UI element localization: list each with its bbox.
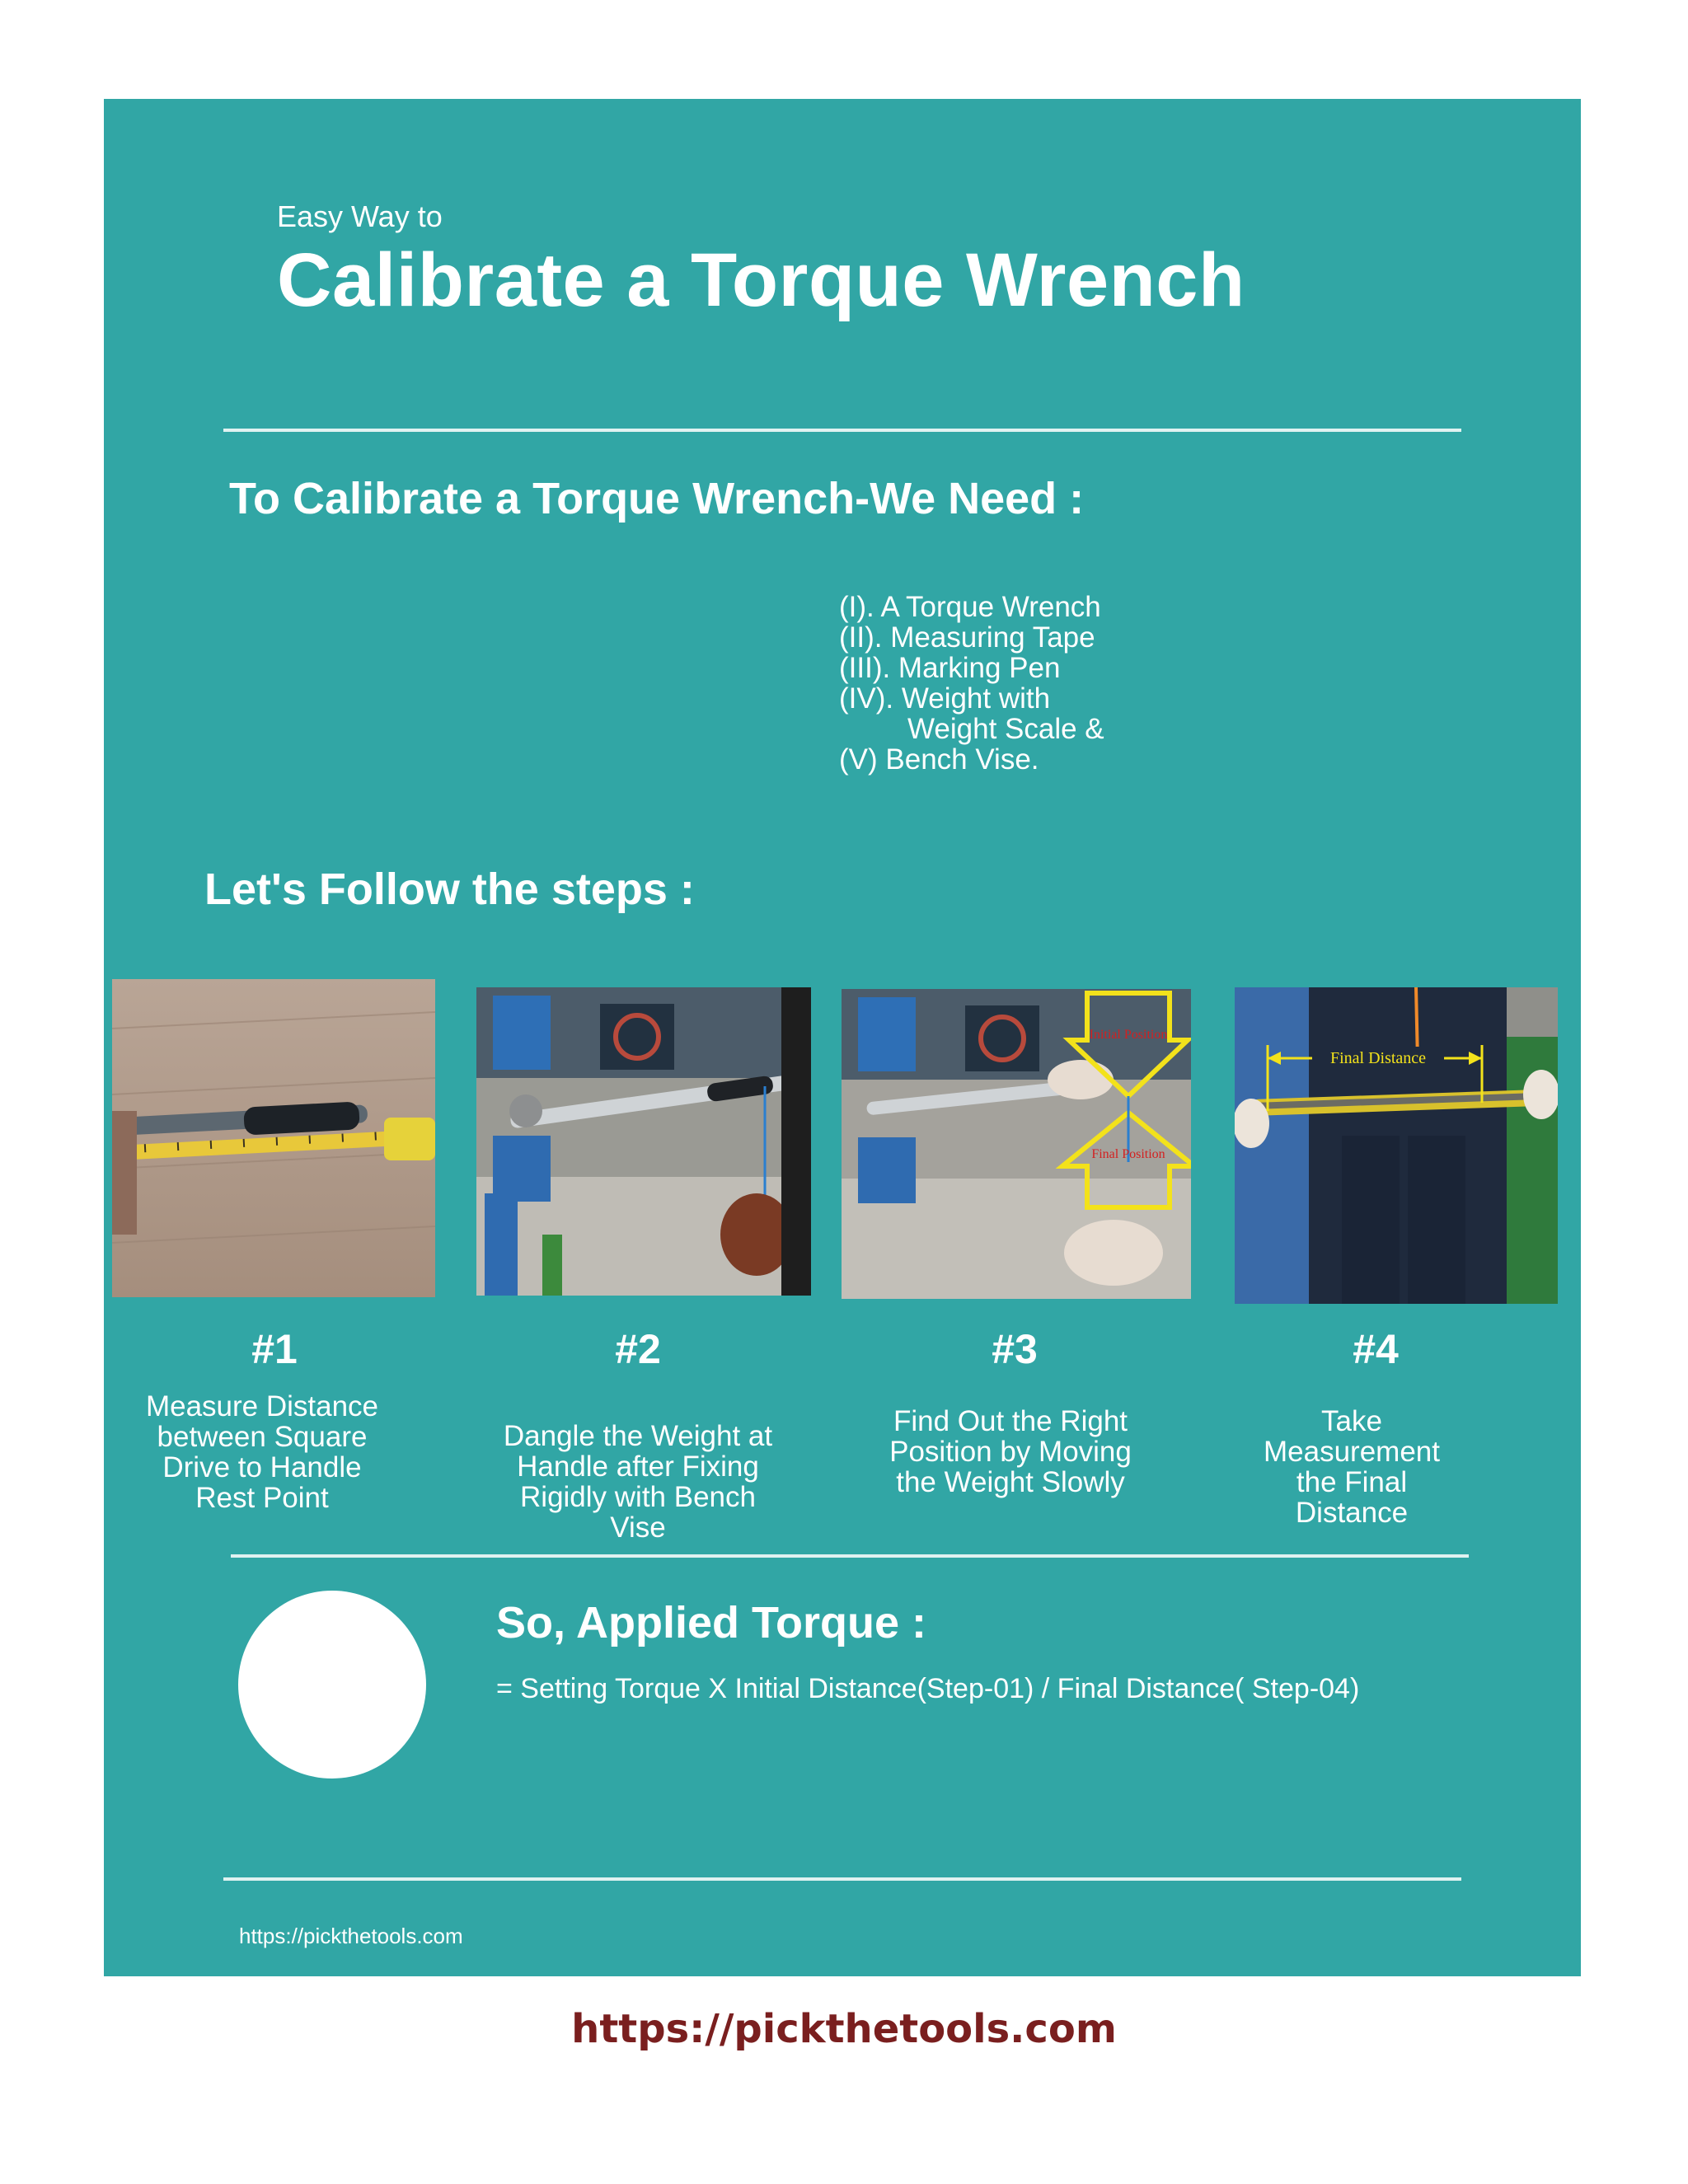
decorative-circle xyxy=(238,1591,426,1779)
step-1-description: Measure Distance between Square Drive to Handle Rest Point xyxy=(145,1390,379,1514)
final-distance-label: Final Distance xyxy=(1329,1049,1427,1067)
final-position-label: Final Position xyxy=(1091,1147,1165,1161)
initial-position-label: Initial Position xyxy=(1089,1028,1168,1042)
requirements-list xyxy=(839,592,1104,775)
list-item: (I). A Torque Wrench xyxy=(839,591,1101,623)
panel-website-url: https://pickthetools.com xyxy=(239,1924,463,1948)
torque-formula: = Setting Torque X Initial Distance(Step-01) / Final Distance( Step-04) xyxy=(496,1673,1360,1704)
divider-top xyxy=(223,429,1461,432)
list-item: (III). Marking Pen xyxy=(839,652,1061,684)
step-4-description: Take Measurement the Final Distance xyxy=(1264,1405,1440,1529)
list-item: (II). Measuring Tape xyxy=(839,621,1095,654)
step-4-number: #4 xyxy=(1353,1326,1399,1372)
requirements-heading: To Calibrate a Torque Wrench-We Need : xyxy=(229,474,1085,523)
step-3-photo xyxy=(842,989,1191,1299)
footer-website-link[interactable]: https://pickthetools.com xyxy=(571,2006,1117,2052)
steps-heading: Let's Follow the steps : xyxy=(204,865,695,914)
subtitle: Easy Way to xyxy=(277,199,443,233)
step-4-photo xyxy=(1235,987,1558,1304)
step-3-description: Find Out the Right Position by Moving the Weight Slowly xyxy=(889,1405,1132,1498)
step-2-number: #2 xyxy=(615,1326,661,1372)
torque-heading: So, Applied Torque : xyxy=(496,1598,926,1647)
step-1-number: #1 xyxy=(251,1326,298,1372)
list-item: (IV). Weight with xyxy=(839,682,1051,715)
step-2-photo xyxy=(476,987,811,1296)
step-3-number: #3 xyxy=(992,1326,1038,1372)
divider-middle xyxy=(231,1554,1469,1558)
step-2-description: Dangle the Weight at Handle after Fixing Rigidly with Bench Vise xyxy=(503,1420,773,1544)
infographic-panel xyxy=(104,99,1581,1976)
list-item: (V) Bench Vise. xyxy=(839,743,1039,776)
page-title: Calibrate a Torque Wrench xyxy=(277,238,1245,322)
list-item: Weight Scale & xyxy=(907,713,1104,745)
step-1-photo xyxy=(112,979,435,1297)
divider-bottom xyxy=(223,1877,1461,1881)
